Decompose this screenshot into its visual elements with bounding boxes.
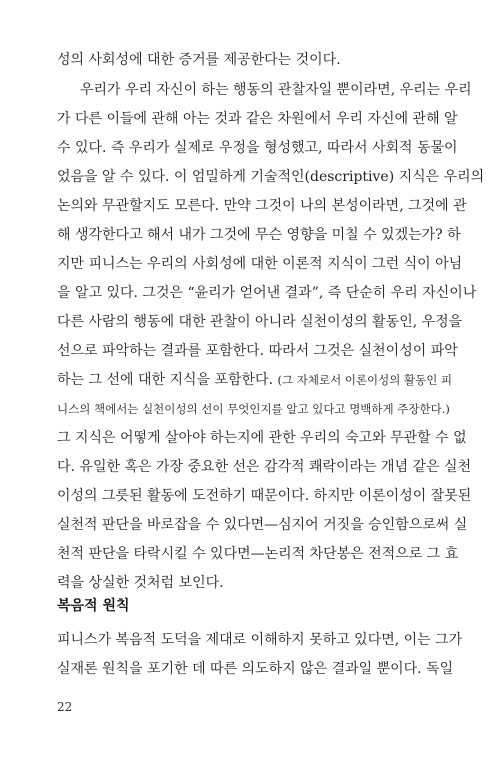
page-number: 22 — [57, 700, 73, 714]
text-line: 었음을 알 수 있다. 이 엄밀하게 기술적인(descriptive) 지식은 우리의 — [57, 169, 485, 185]
text-line: 실천적 판단을 바로잡을 수 있다면—심지어 거짓을 승인함으로써 실 — [57, 517, 468, 533]
text-line: 실재론 원칙을 포기한 데 따른 의도하지 않은 결과일 뿐이다. 독일 — [57, 661, 454, 677]
text-line: 선으로 파악하는 결과를 포함한다. 따라서 그것은 실천이성이 파악 — [57, 343, 458, 359]
text-line: 력을 상실한 것처럼 보인다. — [57, 575, 224, 591]
text-line: 피니스가 복음적 도덕을 제대로 이해하지 못하고 있다면, 이는 그가 — [57, 632, 463, 648]
text-line-with-note — [57, 370, 452, 390]
text-line: 해 생각한다고 해서 내가 그것에 무슨 영향을 미칠 수 있겠는가? 하 — [57, 227, 461, 243]
text-line: 수 있다. 즉 우리가 실제로 우정을 형성했고, 따라서 사회적 동물이 — [57, 140, 458, 156]
text-line: 다른 사람의 행동에 대한 관찰이 아니라 실천이성의 활동인, 우정을 — [57, 314, 463, 330]
text-line: 천적 판단을 타락시킬 수 있다면—논리적 차단봉은 전적으로 그 효 — [57, 546, 459, 562]
text-line: 을 알고 있다. 그것은 “윤리가 얻어낸 결과”, 즉 단순히 우리 자신이나 — [57, 285, 477, 301]
text-line: 논의와 무관할지도 모른다. 만약 그것이 나의 본성이라면, 그것에 관 — [57, 198, 467, 214]
text-span: 하는 그 선에 대한 지식을 포함한다. — [57, 372, 274, 388]
text-line: 우리가 우리 자신이 하는 행동의 관찰자일 뿐이라면, 우리는 우리 — [80, 82, 472, 98]
parenthetical-note: (그 자체로서 이론이성의 활동인 피 — [277, 373, 453, 387]
section-heading: 복음적 원칙 — [57, 598, 130, 614]
parenthetical-note: 니스의 책에서는 실천이성의 선이 무엇인지를 알고 있다고 명백하게 주장한다.) — [57, 402, 450, 416]
text-line: 가 다른 이들에 관해 아는 것과 같은 차원에서 우리 자신에 관해 알 — [57, 111, 458, 127]
text-line: 지만 피니스는 우리의 사회성에 대한 이론적 지식이 그런 식이 아님 — [57, 256, 463, 272]
text-line: 그 지식은 어떻게 살아야 하는지에 관한 우리의 숙고와 무관할 수 없 — [57, 430, 467, 446]
text-line: 성의 사회성에 대한 증거를 제공한다는 것이다. — [57, 52, 341, 68]
text-line: 이성의 그릇된 활동에 도전하기 때문이다. 하지만 이론이성이 잘못된 — [57, 488, 472, 504]
text-line: 다. 유일한 혹은 가장 중요한 선은 감각적 쾌락이라는 개념 같은 실천 — [57, 459, 472, 475]
